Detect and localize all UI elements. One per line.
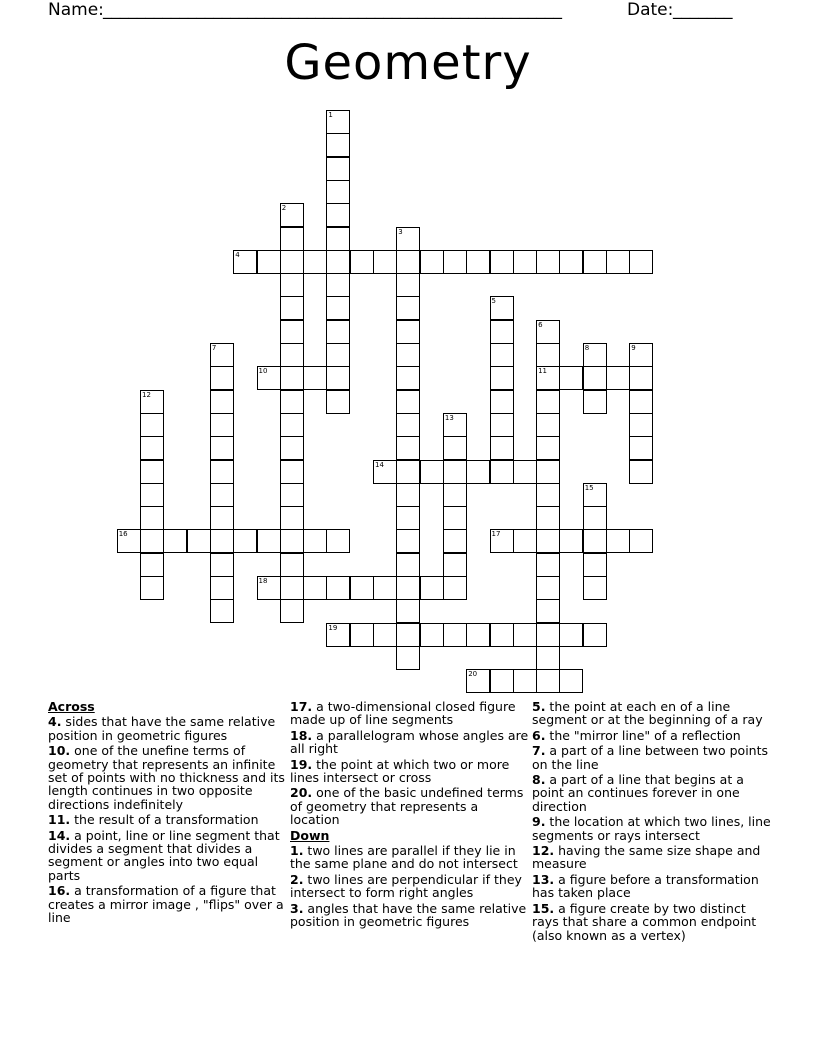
crossword-cell[interactable] (536, 553, 560, 577)
date-label: Date: (627, 0, 674, 20)
crossword-cell[interactable] (303, 529, 327, 553)
clue-number-5: 5 (491, 297, 496, 306)
clue-number: 20. (290, 785, 313, 801)
crossword-cell[interactable] (629, 366, 653, 390)
clue-number: 2. (290, 871, 304, 887)
clue-number: 1. (290, 843, 304, 859)
crossword-cell[interactable] (140, 529, 164, 553)
clue-number: 13. (532, 871, 555, 887)
crossword-cell[interactable] (536, 576, 560, 600)
crossword-cell[interactable] (280, 483, 304, 507)
crossword-cell[interactable] (396, 553, 420, 577)
clue-text: a two-dimensional closed figure made up of line segments (290, 699, 516, 728)
crossword-cell[interactable] (629, 390, 653, 414)
crossword-cell[interactable] (536, 669, 560, 693)
clue-number: 5. (532, 699, 546, 714)
crossword-cell[interactable] (140, 390, 164, 414)
crossword-cell[interactable] (210, 390, 234, 414)
crossword-cell[interactable] (536, 623, 560, 647)
crossword-cell[interactable] (326, 203, 350, 227)
clue-number: 3. (290, 900, 304, 916)
crossword-cell[interactable] (420, 250, 444, 274)
crossword-cell[interactable] (210, 483, 234, 507)
clue-text: one of the basic undefined terms of geometry that represents a location (290, 785, 524, 828)
crossword-cell[interactable] (466, 250, 490, 274)
crossword-cell[interactable] (606, 366, 630, 390)
down-clue (532, 844, 772, 871)
crossword-cell[interactable] (280, 576, 304, 600)
crossword-cell[interactable] (210, 366, 234, 390)
crossword-cell[interactable] (396, 436, 420, 460)
clue-number-20: 20 (468, 670, 478, 679)
crossword-cell[interactable] (326, 110, 350, 134)
clue-number: 19. (290, 756, 313, 772)
clue-number-9: 9 (631, 344, 636, 352)
crossword-cell[interactable] (583, 506, 607, 530)
clue-text: a figure before a transformation has taken place (532, 871, 759, 901)
crossword-cell[interactable] (373, 250, 397, 274)
crossword-cell[interactable] (257, 529, 281, 553)
crossword-cell[interactable] (280, 227, 304, 251)
crossword-cell[interactable] (326, 366, 350, 390)
crossword-cell[interactable] (559, 529, 583, 553)
across-clue (48, 829, 288, 883)
crossword-cell[interactable] (280, 553, 304, 577)
crossword-cell[interactable] (117, 529, 141, 553)
crossword-cell[interactable] (466, 623, 490, 647)
crossword-cell[interactable] (629, 529, 653, 553)
crossword-cell[interactable] (606, 529, 630, 553)
crossword-cell[interactable] (396, 460, 420, 484)
crossword-cell[interactable] (280, 460, 304, 484)
crossword-cell[interactable] (396, 250, 420, 274)
clue-text: two lines are perpendicular if they intersect to form right angles (290, 871, 522, 901)
crossword-cell[interactable] (257, 250, 281, 274)
crossword-cell[interactable] (536, 250, 560, 274)
crossword-cell[interactable] (210, 413, 234, 437)
name-label: Name: (48, 0, 104, 20)
crossword-cell[interactable] (396, 366, 420, 390)
crossword-cell[interactable] (420, 623, 444, 647)
crossword-cell[interactable] (257, 366, 281, 390)
clues-column-1 (48, 700, 288, 927)
clue-number: 11. (48, 812, 71, 828)
crossword-cell[interactable] (583, 366, 607, 390)
crossword-cell[interactable] (373, 460, 397, 484)
crossword-cell[interactable] (536, 320, 560, 344)
crossword-cell[interactable] (350, 623, 374, 647)
down-clue (532, 815, 772, 842)
crossword-cell[interactable] (629, 343, 653, 367)
clue-number: 14. (48, 827, 71, 843)
across-clue (48, 884, 288, 924)
down-clue (290, 873, 530, 900)
crossword-cell[interactable] (210, 460, 234, 484)
clue-number: 6. (532, 727, 546, 743)
clue-number-2: 2 (281, 204, 287, 213)
down-clue (532, 873, 772, 900)
down-clue (290, 902, 530, 929)
down-clue (532, 729, 772, 742)
crossword-cell[interactable] (210, 576, 234, 600)
crossword-cell[interactable] (490, 320, 514, 344)
crossword-cell[interactable] (140, 413, 164, 437)
crossword-cell[interactable] (443, 506, 467, 530)
crossword-cell[interactable] (210, 436, 234, 460)
crossword-cell[interactable] (536, 390, 560, 414)
crossword-cell[interactable] (443, 553, 467, 577)
clue-number: 7. (532, 743, 546, 759)
crossword-cell[interactable] (583, 483, 607, 507)
clue-number: 4. (48, 714, 62, 730)
crossword-cell[interactable] (443, 250, 467, 274)
crossword-cell[interactable] (140, 506, 164, 530)
crossword-cell[interactable] (513, 669, 537, 693)
across-clue (290, 729, 530, 756)
crossword-cell[interactable] (303, 250, 327, 274)
crossword-cell[interactable] (326, 320, 350, 344)
crossword-cell[interactable] (606, 250, 630, 274)
across-clue (290, 786, 530, 826)
crossword-cell[interactable] (210, 599, 234, 623)
crossword-cell[interactable] (140, 460, 164, 484)
crossword-cell[interactable] (280, 320, 304, 344)
down-clue (532, 773, 772, 813)
clue-number-3: 3 (398, 227, 403, 236)
crossword-cell[interactable] (536, 599, 560, 623)
crossword-cell[interactable] (490, 436, 514, 460)
crossword-cell[interactable] (490, 623, 514, 647)
crossword-cell[interactable] (583, 623, 607, 647)
crossword-cell[interactable] (280, 529, 304, 553)
crossword-cell[interactable] (233, 250, 257, 274)
clue-text: sides that have the same relative position in geometric figures (48, 714, 276, 743)
crossword-cell[interactable] (490, 250, 514, 274)
clue-number-10: 10 (258, 367, 268, 376)
name-line[interactable]: ______________________________________________________ (103, 0, 562, 20)
clue-text: having the same size shape and measure (532, 843, 761, 872)
crossword-cell[interactable] (559, 669, 583, 693)
crossword-cell[interactable] (396, 343, 420, 367)
crossword-cell[interactable] (536, 460, 560, 484)
crossword-cell[interactable] (490, 669, 514, 693)
crossword-cell[interactable] (536, 343, 560, 367)
clue-number-14: 14 (375, 460, 384, 469)
crossword-cell[interactable] (490, 413, 514, 437)
clue-number-12: 12 (142, 390, 151, 399)
crossword-cell[interactable] (536, 413, 560, 437)
crossword-cell[interactable] (513, 250, 537, 274)
crossword-cell[interactable] (210, 506, 234, 530)
crossword-cell[interactable] (536, 529, 560, 553)
crossword-cell[interactable] (396, 599, 420, 623)
down-clue (290, 844, 530, 871)
crossword-cell[interactable] (140, 483, 164, 507)
crossword-cell[interactable] (326, 623, 350, 647)
crossword-cell[interactable] (396, 576, 420, 600)
crossword-cell[interactable] (466, 669, 490, 693)
crossword-cell[interactable] (280, 203, 304, 227)
clue-number-7: 7 (211, 344, 217, 352)
clue-text: a part of a line that begins at a point an continues forever in one direction (532, 772, 744, 814)
crossword-cell[interactable] (280, 296, 304, 320)
crossword-cell[interactable] (583, 553, 607, 577)
crossword-cell[interactable] (536, 483, 560, 507)
crossword-cell[interactable] (280, 413, 304, 437)
date-line[interactable]: _______ (673, 0, 733, 20)
across-clue (48, 744, 288, 811)
crossword-cell[interactable] (396, 273, 420, 297)
across-clue (48, 813, 288, 826)
clue-number: 15. (532, 900, 555, 916)
crossword-cell[interactable] (210, 343, 234, 367)
crossword-cell[interactable] (490, 343, 514, 367)
clue-number: 8. (532, 772, 546, 788)
crossword-cell[interactable] (326, 576, 350, 600)
crossword-cell[interactable] (559, 623, 583, 647)
clue-number-18: 18 (258, 577, 268, 585)
clues-column-3 (532, 700, 772, 944)
crossword-cell[interactable] (326, 343, 350, 367)
clue-number: 12. (532, 843, 555, 859)
crossword-cell[interactable] (187, 529, 211, 553)
down-clue (532, 902, 772, 942)
clue-text: the "mirror line" of a reflection (545, 727, 741, 743)
clue-text: angles that have the same relative position in geometric figures (290, 900, 527, 930)
crossword-cell[interactable] (396, 296, 420, 320)
clue-number: 9. (532, 814, 546, 830)
crossword-cell[interactable] (326, 273, 350, 297)
crossword-cell[interactable] (280, 506, 304, 530)
crossword-cell[interactable] (280, 599, 304, 623)
crossword-cell[interactable] (490, 460, 514, 484)
crossword-cell[interactable] (466, 460, 490, 484)
crossword-cell[interactable] (140, 436, 164, 460)
crossword-cell[interactable] (326, 227, 350, 251)
crossword-cell[interactable] (536, 646, 560, 670)
crossword-cell[interactable] (257, 576, 281, 600)
down-clue (532, 744, 772, 771)
crossword-cell[interactable] (396, 227, 420, 251)
crossword-cell[interactable] (629, 413, 653, 437)
crossword-cell[interactable] (210, 553, 234, 577)
clue-number-4: 4 (235, 250, 240, 259)
crossword-cell[interactable] (326, 133, 350, 157)
crossword-cell[interactable] (303, 366, 327, 390)
crossword-cell[interactable] (396, 413, 420, 437)
clue-text: a figure create by two distinct rays that share a common endpoint (also known as a vertex) (532, 900, 757, 943)
clue-number-19: 19 (328, 623, 338, 632)
crossword-cell[interactable] (559, 366, 583, 390)
crossword-cell[interactable] (373, 576, 397, 600)
crossword-cell[interactable] (443, 460, 467, 484)
clue-number-1: 1 (328, 111, 333, 119)
crossword-cell[interactable] (443, 529, 467, 553)
clue-text: one of the unefine terms of geometry that represents an infinite set of points with no thickness and its length continues in two opposite directions indefinitely (48, 743, 285, 812)
crossword-cell[interactable] (303, 576, 327, 600)
clue-number: 16. (48, 883, 71, 899)
crossword-cell[interactable] (396, 623, 420, 647)
clue-number-8: 8 (584, 344, 590, 352)
crossword-cell[interactable] (233, 529, 257, 553)
clue-text: the point at which two or more lines intersect or cross (290, 756, 510, 786)
crossword-cell[interactable] (583, 390, 607, 414)
crossword-cell[interactable] (326, 529, 350, 553)
crossword-cell[interactable] (210, 529, 234, 553)
crossword-cell[interactable] (513, 529, 537, 553)
crossword-cell[interactable] (326, 157, 350, 181)
crossword-cell[interactable] (396, 390, 420, 414)
crossword-cell[interactable] (280, 436, 304, 460)
clue-number-16: 16 (118, 530, 128, 539)
crossword-cell[interactable] (326, 180, 350, 204)
clue-text: a parallelogram whose angles are all right (290, 727, 529, 757)
down-heading: Down (290, 827, 330, 843)
crossword-cell[interactable] (513, 460, 537, 484)
crossword-cell[interactable] (536, 366, 560, 390)
crossword-cell[interactable] (559, 250, 583, 274)
across-clue (290, 758, 530, 785)
clue-text: a part of a line between two points on the line (532, 743, 769, 772)
crossword-cell[interactable] (140, 576, 164, 600)
clues-column-2 (290, 700, 530, 931)
clue-number-17: 17 (491, 530, 501, 539)
crossword-cell[interactable] (583, 250, 607, 274)
clue-number: 18. (290, 727, 313, 743)
crossword-cell[interactable] (396, 320, 420, 344)
crossword-cell[interactable] (583, 529, 607, 553)
crossword-cell[interactable] (629, 436, 653, 460)
crossword-cell[interactable] (443, 436, 467, 460)
crossword-cell[interactable] (629, 460, 653, 484)
crossword-cell[interactable] (140, 553, 164, 577)
crossword-cell[interactable] (583, 576, 607, 600)
across-clue (290, 700, 530, 727)
crossword-cell[interactable] (629, 250, 653, 274)
clue-text: the point at each en of a line segment or at the beginning of a ray (532, 699, 763, 728)
crossword-cell[interactable] (513, 623, 537, 647)
crossword-cell[interactable] (536, 506, 560, 530)
crossword-cell[interactable] (490, 296, 514, 320)
crossword-cell[interactable] (490, 390, 514, 414)
crossword-cell[interactable] (396, 646, 420, 670)
clue-text: the result of a transformation (70, 812, 259, 828)
crossword-cell[interactable] (280, 366, 304, 390)
crossword-cell[interactable] (326, 296, 350, 320)
crossword-cell[interactable] (163, 529, 187, 553)
crossword-cell[interactable] (490, 366, 514, 390)
clue-number: 10. (48, 743, 71, 759)
crossword-cell[interactable] (583, 343, 607, 367)
clue-text: a transformation of a figure that creates a mirror image , "flips" over a line (48, 883, 284, 926)
crossword-cell[interactable] (443, 483, 467, 507)
clue-text: a point, line or line segment that divides a segment that divides a segment or angles into two equal parts (48, 827, 280, 883)
down-clue (532, 700, 772, 727)
crossword-cell[interactable] (396, 483, 420, 507)
across-heading: Across (48, 699, 95, 714)
crossword-cell[interactable] (350, 576, 374, 600)
page-title: Geometry (284, 35, 532, 91)
across-clue (48, 715, 288, 742)
crossword-cell[interactable] (280, 343, 304, 367)
crossword-cell[interactable] (490, 529, 514, 553)
crossword-cell[interactable] (326, 250, 350, 274)
clue-number-13: 13 (444, 413, 454, 422)
crossword-cell[interactable] (443, 576, 467, 600)
clue-number-11: 11 (538, 367, 548, 376)
crossword-cell[interactable] (396, 529, 420, 553)
clue-number-6: 6 (538, 320, 543, 329)
crossword-cell[interactable] (420, 576, 444, 600)
crossword-cell[interactable] (536, 436, 560, 460)
crossword-cell[interactable] (326, 390, 350, 414)
crossword-cell[interactable] (280, 250, 304, 274)
clue-number: 17. (290, 699, 313, 714)
crossword-cell[interactable] (280, 273, 304, 297)
crossword-cell[interactable] (443, 623, 467, 647)
clue-number-15: 15 (584, 483, 594, 492)
crossword-cell[interactable] (443, 413, 467, 437)
crossword-cell[interactable] (280, 390, 304, 414)
crossword-cell[interactable] (373, 623, 397, 647)
crossword-cell[interactable] (396, 506, 420, 530)
crossword-cell[interactable] (350, 250, 374, 274)
crossword-cell[interactable] (420, 460, 444, 484)
clue-text: the location at which two lines, line segments or rays intersect (532, 814, 771, 843)
clue-text: two lines are parallel if they lie in the same plane and do not intersect (290, 843, 518, 872)
